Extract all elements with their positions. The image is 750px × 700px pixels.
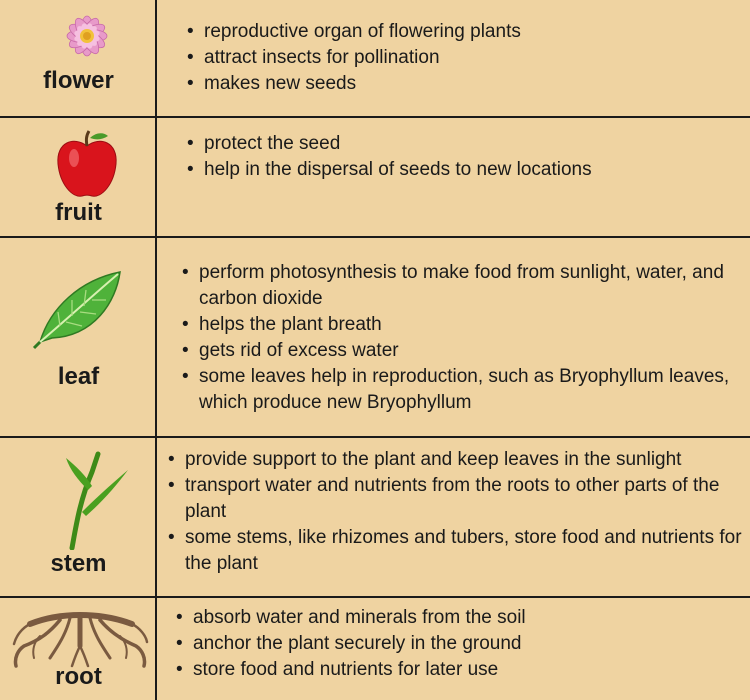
part-cell-stem (0, 438, 157, 596)
description-cell-flower (159, 0, 750, 116)
fact-item: • anchor the plant securely in the ground (173, 631, 748, 657)
table-row-stem (0, 438, 750, 598)
table-row-flower (0, 0, 750, 118)
part-cell-root (0, 598, 157, 700)
apple-icon (52, 128, 122, 200)
fact-list-flower (184, 19, 744, 97)
fact-item: • reproductive organ of flowering plants (184, 19, 744, 45)
table-row-root (0, 598, 750, 700)
description-cell-leaf (159, 238, 750, 436)
part-cell-fruit (0, 118, 157, 236)
leaf-icon (30, 268, 126, 350)
fact-item: • makes new seeds (184, 71, 744, 97)
fact-item: • store food and nutrients for later use (173, 657, 748, 683)
fact-item: • help in the dispersal of seeds to new locations (184, 157, 744, 183)
part-name-stem: stem (50, 550, 107, 577)
part-cell-flower (0, 0, 157, 116)
fact-item: • provide support to the plant and keep leaves in the sunlight (165, 447, 750, 473)
fact-item: • some leaves help in reproduction, such as Bryophyllum leaves, which produce new Bryophyllum (179, 364, 750, 416)
description-cell-fruit (159, 118, 750, 236)
fact-list-stem (165, 447, 750, 577)
fact-item: • transport water and nutrients from the roots to other parts of the plant (165, 473, 750, 525)
fact-item: • protect the seed (184, 131, 744, 157)
fact-item: • helps the plant breath (179, 312, 750, 338)
fact-item: • attract insects for pollination (184, 45, 744, 71)
fact-item: • absorb water and minerals from the soil (173, 605, 748, 631)
table-row-leaf (0, 238, 750, 438)
fact-item: • perform photosynthesis to make food from sunlight, water, and carbon dioxide (179, 260, 750, 312)
part-name-flower: flower (43, 67, 114, 94)
part-name-fruit: fruit (55, 199, 102, 226)
description-cell-root (159, 598, 750, 700)
fact-list-fruit (184, 131, 744, 183)
table-row-fruit (0, 118, 750, 238)
part-name-leaf: leaf (57, 363, 100, 390)
part-name-root: root (55, 663, 102, 690)
fact-list-leaf (179, 260, 750, 416)
stem-icon (58, 450, 138, 550)
part-cell-leaf (0, 238, 157, 436)
fact-item: • some stems, like rhizomes and tubers, store food and nutrients for the plant (165, 525, 750, 577)
flower-icon (52, 6, 122, 68)
fact-item: • gets rid of excess water (179, 338, 750, 364)
fact-list-root (173, 605, 748, 683)
description-cell-stem (159, 438, 750, 596)
roots-icon (10, 606, 150, 668)
